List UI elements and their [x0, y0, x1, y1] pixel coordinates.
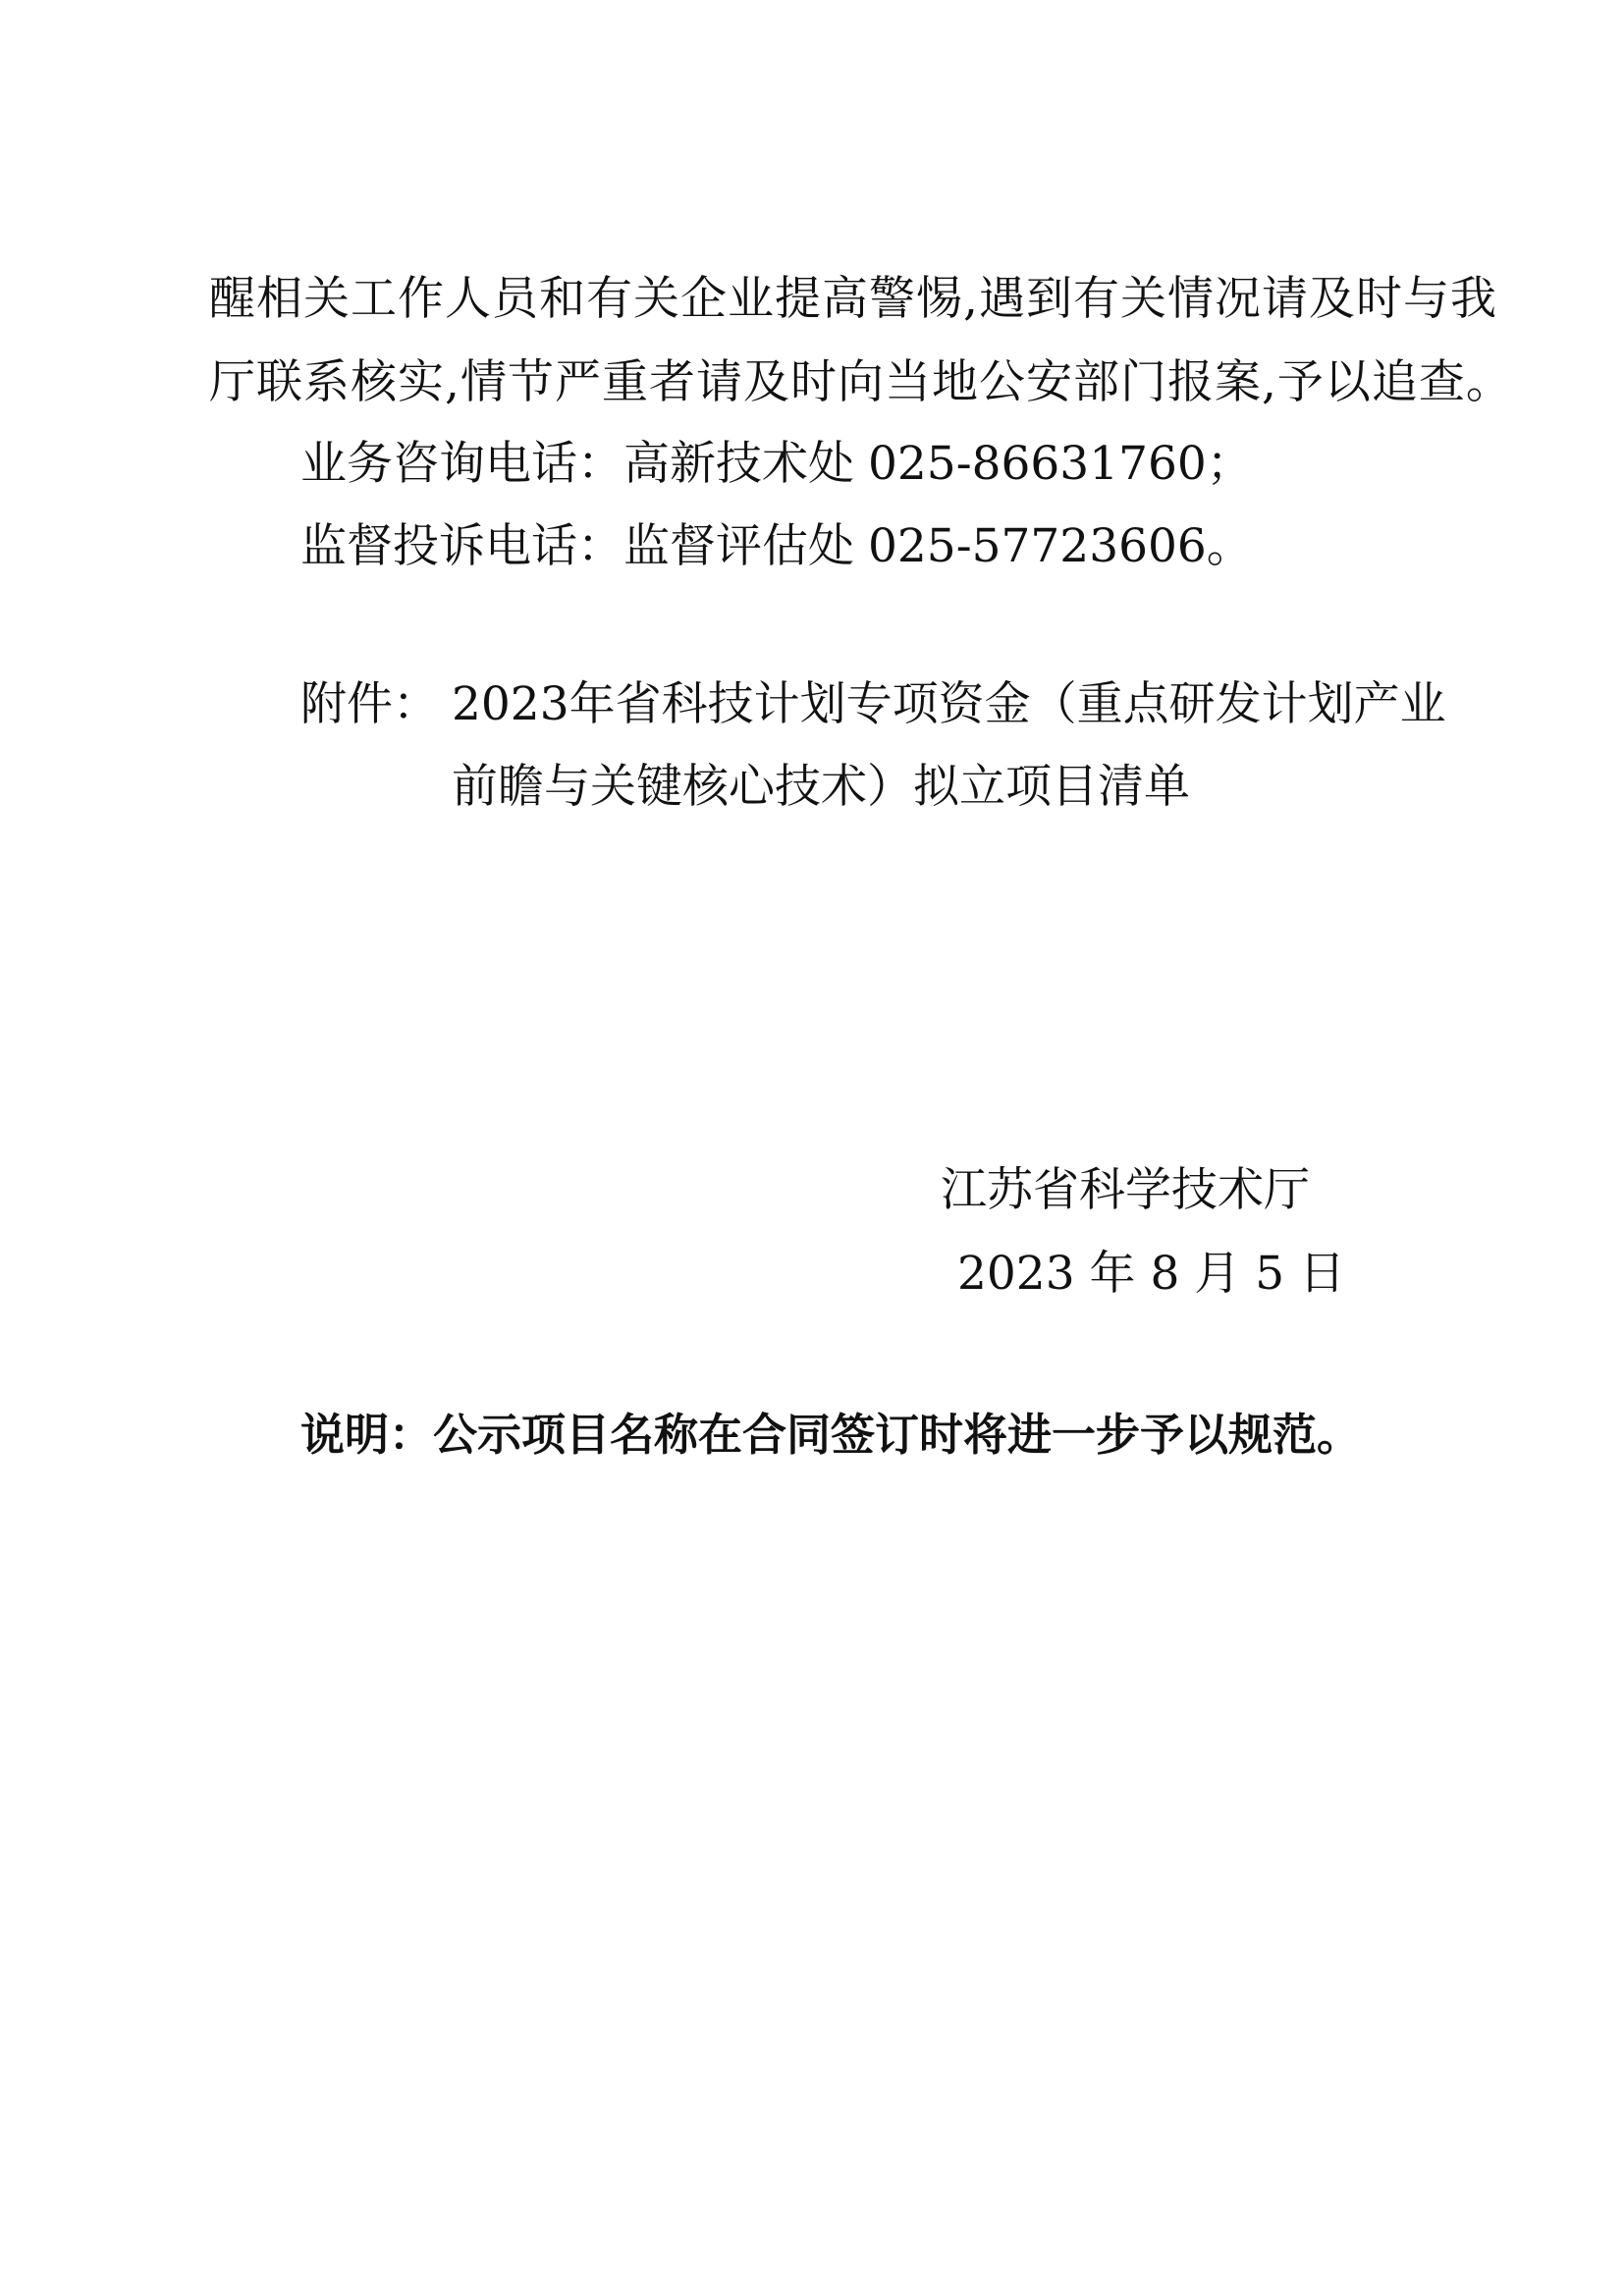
complaint-label: 监督投诉电话： — [300, 519, 623, 573]
inquiry-label: 业务咨询电话： — [300, 437, 623, 491]
inquiry-department: 高新技术处 — [623, 437, 854, 491]
inquiry-phone-number: 025-86631760； — [868, 437, 1253, 491]
body-paragraph-line-1: 醒相关工作人员和有关企业提高警惕,遇到有关情况请及时与我 — [209, 272, 1497, 326]
explanatory-note: 说明：公示项目名称在合同签订时将进一步予以规范。 — [300, 1409, 1362, 1461]
attachment-title-line-1: 2023年省科技计划专项资金（重点研发计划产业 — [452, 677, 1446, 731]
complaint-department: 监督评估处 — [623, 519, 854, 573]
body-paragraph-line-2: 厅联系核实,情节严重者请及时向当地公安部门报案,予以追查。 — [209, 355, 1513, 409]
complaint-phone-number: 025-57723606。 — [868, 519, 1253, 573]
attachment-title-line-2: 前瞻与关键核心技术）拟立项目清单 — [452, 760, 1190, 814]
attachment-label: 附件： — [300, 677, 439, 731]
issue-date: 2023 年 8 月 5 日 — [957, 1247, 1346, 1301]
inquiry-phone-line — [300, 435, 1253, 494]
issuing-organization: 江苏省科学技术厅 — [941, 1163, 1310, 1217]
complaint-phone-line — [300, 517, 1253, 576]
